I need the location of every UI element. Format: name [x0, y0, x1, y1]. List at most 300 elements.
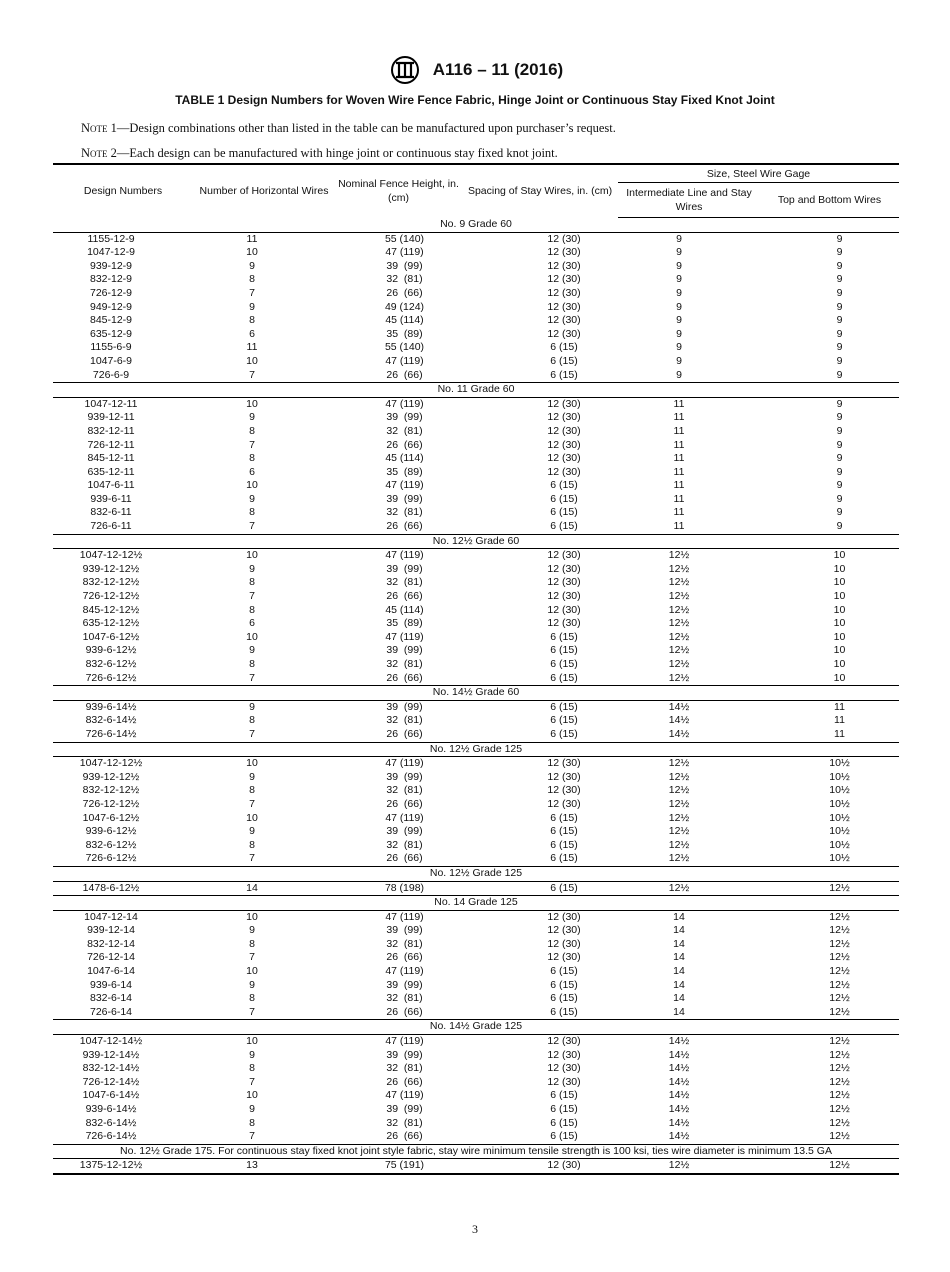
table-cell: 6 (15) [550, 978, 578, 991]
table-cell: 9 [249, 1048, 255, 1061]
table-row [53, 881, 899, 896]
table-cell: 12½ [668, 671, 690, 684]
table-cell: 10 [833, 576, 846, 589]
table-cell: 6 (15) [550, 727, 578, 740]
table-cell: 6 (15) [550, 838, 578, 851]
table-cell: 7 [249, 797, 255, 810]
table-cell: 939-6-11 [90, 492, 132, 505]
table-cell: 26 (66) [386, 852, 423, 865]
table-cell: 47 (119) [385, 549, 424, 562]
section-header-row [53, 1144, 899, 1159]
table-cell: 12 (30) [547, 562, 581, 575]
table-cell: 32 (81) [386, 424, 423, 437]
table-cell: 6 [249, 617, 255, 630]
table-cell: 12½ [829, 1116, 850, 1129]
table-cell: 26 (66) [386, 797, 423, 810]
table-cell: 12 (30) [547, 411, 581, 424]
table-cell: 12½ [829, 1062, 850, 1075]
table-cell: 8 [249, 1062, 255, 1075]
table-cell: 6 (15) [550, 714, 578, 727]
table-cell: 635-12-9 [89, 327, 133, 340]
table-cell: 39 (99) [386, 978, 423, 991]
table-cell: 9 [836, 411, 843, 424]
table-row [53, 411, 899, 425]
table-cell: 9 [676, 246, 682, 259]
table-cell: 8 [249, 784, 255, 797]
col-header-wire-gage: Size, Steel Wire Gage [618, 164, 899, 183]
table-row [53, 246, 899, 260]
table-cell: 12½ [668, 757, 690, 770]
table-cell: 832-6-11 [90, 506, 132, 519]
table-cell: 9 [249, 825, 255, 838]
table-cell: 12 (30) [547, 232, 581, 245]
table-row [53, 644, 899, 658]
table-cell: 10 [246, 397, 258, 410]
table-cell: 11 [673, 424, 685, 437]
table-cell: 9 [249, 562, 255, 575]
table-cell: 12 (30) [547, 549, 581, 562]
table-cell: 10 [246, 811, 258, 824]
table-row [53, 784, 899, 798]
table-cell: 8 [249, 714, 255, 727]
table-row [53, 714, 899, 728]
table-cell: 10 [246, 1089, 258, 1102]
table-row [53, 910, 899, 924]
table-cell: 6 (15) [550, 368, 578, 381]
table-cell: 11 [834, 700, 845, 713]
table-cell: 12½ [829, 978, 850, 991]
table-row [53, 1049, 899, 1063]
table-cell: 12½ [829, 1103, 850, 1115]
table-cell: 12½ [829, 1075, 850, 1088]
table-cell: 832-6-14½ [85, 714, 137, 727]
table-row [53, 328, 899, 342]
table-cell: 9 [836, 246, 843, 259]
table-cell: 14 [673, 951, 685, 964]
table-cell: 10 [833, 562, 846, 575]
table-cell: 12½ [829, 1005, 850, 1018]
table-cell: 1375-12-12½ [41, 1159, 181, 1174]
table-cell: 7 [249, 1005, 255, 1018]
table-cell: 39 (99) [386, 770, 423, 783]
table-cell: 8 [249, 576, 255, 589]
table-cell: 10½ [829, 757, 850, 770]
table-cell: 635-12-11 [87, 465, 135, 478]
table-cell: 39 (99) [386, 924, 423, 937]
table-cell: 6 (15) [550, 630, 578, 643]
table-cell: 14½ [668, 1103, 690, 1115]
table-cell: 1047-6-14 [87, 965, 135, 978]
table-cell: 1047-12-14½ [79, 1035, 143, 1048]
table-cell: 12½ [668, 562, 690, 575]
table-cell: 12½ [668, 644, 690, 657]
table-cell: 9 [676, 327, 682, 340]
table-row [53, 852, 899, 866]
table-cell: 12 (30) [547, 937, 581, 950]
table-cell: 14½ [668, 1116, 690, 1129]
table-cell: 9 [836, 424, 843, 437]
table-cell: 12½ [668, 852, 690, 865]
table-cell: 26 (66) [386, 438, 423, 451]
table-cell: 7 [249, 438, 255, 451]
table-title: TABLE 1 Design Numbers for Woven Wire Fence Fabric, Hinge Joint or Continuous Stay Fixed Knot Joint [175, 93, 775, 107]
table-cell: 9 [249, 770, 255, 783]
table-cell: 14½ [668, 700, 690, 713]
table-cell: 939-12-12½ [82, 770, 140, 783]
table-cell: 26 (66) [386, 1075, 423, 1088]
table-cell: 8 [249, 452, 255, 465]
table-cell: 14 [673, 937, 685, 950]
table-cell: 11 [673, 411, 685, 424]
table-cell: 11 [673, 520, 685, 533]
table-cell: 726-12-9 [89, 286, 133, 299]
table-cell: 39 (99) [386, 644, 423, 657]
table-cell: 11 [673, 452, 685, 465]
section-title: No. 11 Grade 60 [53, 383, 899, 398]
table-cell: 26 (66) [386, 671, 423, 684]
table-cell: 9 [249, 492, 255, 505]
table-row [53, 452, 899, 466]
table-row [53, 466, 899, 480]
table-cell: 12½ [770, 1159, 909, 1174]
table-row [53, 924, 899, 938]
table-row [53, 1130, 899, 1144]
col-header-horizontal-wires: Number of Horizontal Wires [193, 164, 335, 218]
col-header-design-numbers: Design Numbers [53, 164, 193, 218]
table-cell: 12½ [668, 825, 690, 838]
table-cell: 14½ [668, 727, 690, 740]
table-cell: 1155-6-9 [90, 341, 132, 354]
table-cell: 55 (140) [384, 341, 425, 354]
table-cell: 9 [836, 479, 843, 492]
table-cell: 35 (89) [386, 327, 423, 340]
table-row [53, 672, 899, 686]
table-cell: 8 [249, 424, 255, 437]
table-cell: 11 [673, 506, 685, 519]
table-cell: 8 [249, 314, 255, 327]
table-cell: 726-6-14½ [85, 1130, 137, 1143]
table-cell: 6 (15) [550, 341, 578, 354]
table-cell: 14½ [668, 1062, 690, 1075]
table-cell: 10 [833, 603, 846, 616]
table-cell: 39 (99) [386, 562, 423, 575]
table-cell: 939-12-11 [87, 411, 135, 424]
astm-logo-icon [387, 55, 423, 85]
table-cell: 12½ [829, 951, 850, 964]
table-cell: 12½ [829, 1089, 850, 1102]
table-cell: 12½ [829, 1035, 850, 1048]
table-cell: 6 [249, 327, 255, 340]
table-cell: 8 [249, 603, 255, 616]
table-cell: 47 (119) [385, 811, 424, 824]
table-cell: 9 [836, 520, 843, 533]
section-title: No. 14 Grade 125 [53, 896, 899, 911]
table-row [53, 1103, 899, 1117]
table-cell: 14 [673, 924, 685, 937]
table-cell: 12 (30) [547, 273, 581, 286]
table-row [53, 549, 899, 563]
table-row [53, 425, 899, 439]
table-cell: 6 (15) [550, 479, 578, 492]
table-cell: 939-12-14½ [82, 1048, 140, 1061]
table-cell: 8 [249, 506, 255, 519]
table-cell: 832-6-12½ [85, 658, 137, 670]
table-cell: 832-12-12½ [82, 784, 140, 797]
table-cell: 7 [249, 368, 255, 381]
table-cell: 26 (66) [386, 1130, 423, 1143]
table-cell: 12½ [668, 770, 690, 783]
table-cell: 10 [246, 965, 258, 978]
table-cell: 726-6-9 [92, 368, 130, 381]
table-cell: 9 [249, 300, 255, 313]
table-row [53, 728, 899, 742]
table-cell: 9 [836, 397, 843, 410]
table-cell: 832-12-14 [87, 937, 135, 950]
table-cell: 7 [249, 520, 255, 533]
table-cell: 12 (30) [547, 757, 581, 770]
table-cell: 8 [249, 838, 255, 851]
table-cell: 12½ [608, 1159, 750, 1174]
table-row [53, 273, 899, 287]
table-cell: 1047-6-9 [89, 354, 133, 367]
table-row [53, 617, 899, 631]
table-cell: 939-6-14½ [85, 700, 137, 713]
table-cell: 32 (81) [386, 506, 423, 519]
table-cell: 14½ [668, 1075, 690, 1088]
table-cell: 75 (191) [341, 1159, 468, 1174]
table-cell: 12 (30) [547, 1062, 581, 1075]
table-row [53, 576, 899, 590]
table-cell: 7 [249, 1075, 255, 1088]
section-title: No. 12½ Grade 125 [53, 742, 899, 757]
table-cell: 832-12-14½ [82, 1062, 140, 1075]
table-cell: 14½ [668, 714, 690, 727]
table-cell: 832-12-12½ [82, 576, 140, 589]
table-cell: 12½ [668, 881, 690, 894]
table-row [53, 1062, 899, 1076]
table-cell: 939-6-14 [89, 978, 133, 991]
section-header-row [53, 866, 899, 881]
table-cell: 12½ [829, 881, 850, 894]
table-row [53, 314, 899, 328]
col-header-fence-height: Nominal Fence Height, in. (cm) [335, 164, 462, 218]
table-cell: 32 (81) [386, 1062, 423, 1075]
table-cell: 12½ [829, 924, 850, 937]
table-cell: 726-12-14½ [82, 1075, 140, 1088]
col-header-top-bottom: Top and Bottom Wires [760, 183, 899, 218]
table-row [53, 631, 899, 645]
section-title: No. 12½ Grade 60 [53, 534, 899, 549]
table-cell: 10 [246, 354, 258, 367]
table-cell: 726-12-14 [87, 951, 135, 964]
table-cell: 1047-12-11 [84, 397, 138, 410]
table-cell: 10 [246, 910, 258, 923]
table-cell: 32 (81) [386, 937, 423, 950]
table-cell: 12 (30) [547, 1048, 581, 1061]
section-title: No. 12½ Grade 125 [53, 866, 899, 881]
table-cell: 832-6-14½ [85, 1116, 137, 1129]
table-cell: 6 (15) [550, 992, 578, 1005]
table-cell: 47 (119) [385, 246, 424, 259]
table-row [53, 771, 899, 785]
table-row [53, 938, 899, 952]
table-cell: 12 (30) [547, 465, 581, 478]
table-cell: 6 (15) [550, 700, 578, 713]
table-cell: 9 [836, 492, 843, 505]
table-cell: 1047-6-12½ [82, 811, 140, 824]
table-cell: 55 (140) [384, 232, 425, 245]
table-cell: 832-6-14 [89, 992, 133, 1005]
table-cell: 9 [249, 1103, 255, 1115]
table-cell: 13 [181, 1159, 323, 1174]
table-cell: 10½ [829, 838, 850, 851]
table-cell: 14½ [668, 1130, 690, 1143]
table-row [53, 520, 899, 534]
table-cell: 32 (81) [386, 658, 423, 670]
note-1: Note 1—Design combinations other than listed in the table can be manufactured upon purchaser’s request. [81, 121, 616, 135]
table-cell: 10½ [829, 825, 850, 838]
table-cell: 12½ [829, 1048, 850, 1061]
table-cell: 14 [673, 910, 685, 923]
table-cell: 6 (15) [550, 354, 578, 367]
table-cell: 32 (81) [386, 784, 423, 797]
table-cell: 9 [836, 273, 843, 286]
table-cell: 39 (99) [386, 492, 423, 505]
table-cell: 9 [676, 354, 682, 367]
table-cell: 939-12-9 [89, 259, 133, 272]
table-row [53, 1035, 899, 1049]
note-2: Note 2—Each design can be manufactured with hinge joint or continuous stay fixed knot joint. [81, 146, 558, 160]
table-cell: 12½ [668, 549, 690, 562]
table-cell: 10 [833, 630, 846, 643]
table-cell: 10 [833, 658, 846, 670]
table-cell: 6 (15) [550, 520, 578, 533]
table-row [53, 798, 899, 812]
section-header-row [53, 686, 899, 701]
table-cell: 12½ [668, 797, 690, 810]
table-cell: 9 [249, 978, 255, 991]
table-cell: 32 (81) [386, 273, 423, 286]
table-cell: 9 [676, 368, 682, 381]
table-cell: 1478-6-12½ [82, 881, 140, 894]
table-cell: 10½ [829, 784, 850, 797]
table-row [53, 1006, 899, 1020]
table-cell: 939-6-14½ [85, 1103, 137, 1115]
table-cell: 6 (15) [550, 1089, 578, 1102]
table-row [53, 658, 899, 672]
table-row [53, 825, 899, 839]
table-cell: 26 (66) [386, 286, 423, 299]
table-row [53, 1159, 899, 1174]
table-cell: 9 [836, 465, 843, 478]
table-row [53, 439, 899, 453]
table-cell: 832-6-12½ [85, 838, 137, 851]
table-cell: 9 [676, 286, 682, 299]
table-cell: 35 (89) [386, 465, 423, 478]
table-cell: 6 (15) [550, 506, 578, 519]
table-cell: 6 (15) [550, 1130, 578, 1143]
table-cell: 12 (30) [547, 246, 581, 259]
table-cell: 11 [834, 727, 845, 740]
table-cell: 11 [673, 438, 685, 451]
table-row [53, 839, 899, 853]
table-cell: 12½ [668, 658, 690, 670]
table-row [53, 369, 899, 383]
table-cell: 45 (114) [385, 452, 424, 465]
table-cell: 6 [249, 465, 255, 478]
page-number: 3 [472, 1222, 478, 1236]
table-cell: 726-12-12½ [82, 797, 140, 810]
table-cell: 39 (99) [386, 259, 423, 272]
table-cell: 14½ [668, 1048, 690, 1061]
table-cell: 1047-12-14 [84, 910, 138, 923]
table-cell: 726-6-14½ [85, 727, 137, 740]
table-cell: 726-6-12½ [85, 671, 137, 684]
table-cell: 11 [673, 465, 685, 478]
table-cell: 14 [673, 1005, 685, 1018]
table-cell: 14 [246, 881, 258, 894]
table-cell: 12 (30) [547, 590, 581, 603]
section-header-row [53, 218, 899, 233]
table-cell: 12 (30) [547, 770, 581, 783]
table-cell: 6 (15) [550, 658, 578, 670]
table-cell: 12 (30) [547, 259, 581, 272]
table-cell: 6 (15) [550, 825, 578, 838]
table-cell: 12½ [829, 992, 850, 1005]
table-cell: 7 [249, 286, 255, 299]
table-cell: 845-12-9 [89, 314, 133, 327]
table-cell: 8 [249, 658, 255, 670]
table-cell: 32 (81) [386, 576, 423, 589]
table-cell: 9 [836, 354, 843, 367]
table-cell: 6 (15) [550, 811, 578, 824]
table-row [53, 1076, 899, 1090]
table-cell: 9 [836, 341, 843, 354]
section-title: No. 12½ Grade 175. For continuous stay fixed knot joint style fabric, stay wire minimum tensile strength is 100 ksi, ties wire diameter is minimum 13.5 GA [53, 1144, 899, 1159]
table-cell: 11 [834, 714, 845, 727]
table-row [53, 604, 899, 618]
table-cell: 11 [246, 232, 258, 245]
table-cell: 9 [676, 300, 682, 313]
table-cell: 47 (119) [385, 910, 424, 923]
table-cell: 9 [249, 411, 255, 424]
table-cell: 10 [833, 590, 846, 603]
table-cell: 10 [833, 644, 846, 657]
table-cell: 12 (30) [547, 617, 581, 630]
section-title: No. 9 Grade 60 [53, 218, 899, 233]
table-cell: 12½ [668, 811, 690, 824]
table-cell: 6 (15) [550, 852, 578, 865]
table-cell: 10 [246, 549, 258, 562]
table-cell: 1047-12-12½ [79, 549, 143, 562]
table-cell: 47 (119) [385, 397, 424, 410]
table-cell: 11 [246, 341, 258, 354]
table-row [53, 812, 899, 826]
table-cell: 32 (81) [386, 1116, 423, 1129]
table-cell: 26 (66) [386, 520, 423, 533]
table-cell: 12½ [668, 590, 690, 603]
table-cell: 32 (81) [386, 838, 423, 851]
table-row [53, 341, 899, 355]
table-cell: 10 [246, 1035, 258, 1048]
table-cell: 10 [833, 671, 846, 684]
table-cell: 12 (30) [547, 576, 581, 589]
table-cell: 726-6-14 [89, 1005, 133, 1018]
table-cell: 12 (30) [547, 397, 581, 410]
table-cell: 12 (30) [547, 327, 581, 340]
table-cell: 12 (30) [547, 603, 581, 616]
table-cell: 9 [836, 327, 843, 340]
